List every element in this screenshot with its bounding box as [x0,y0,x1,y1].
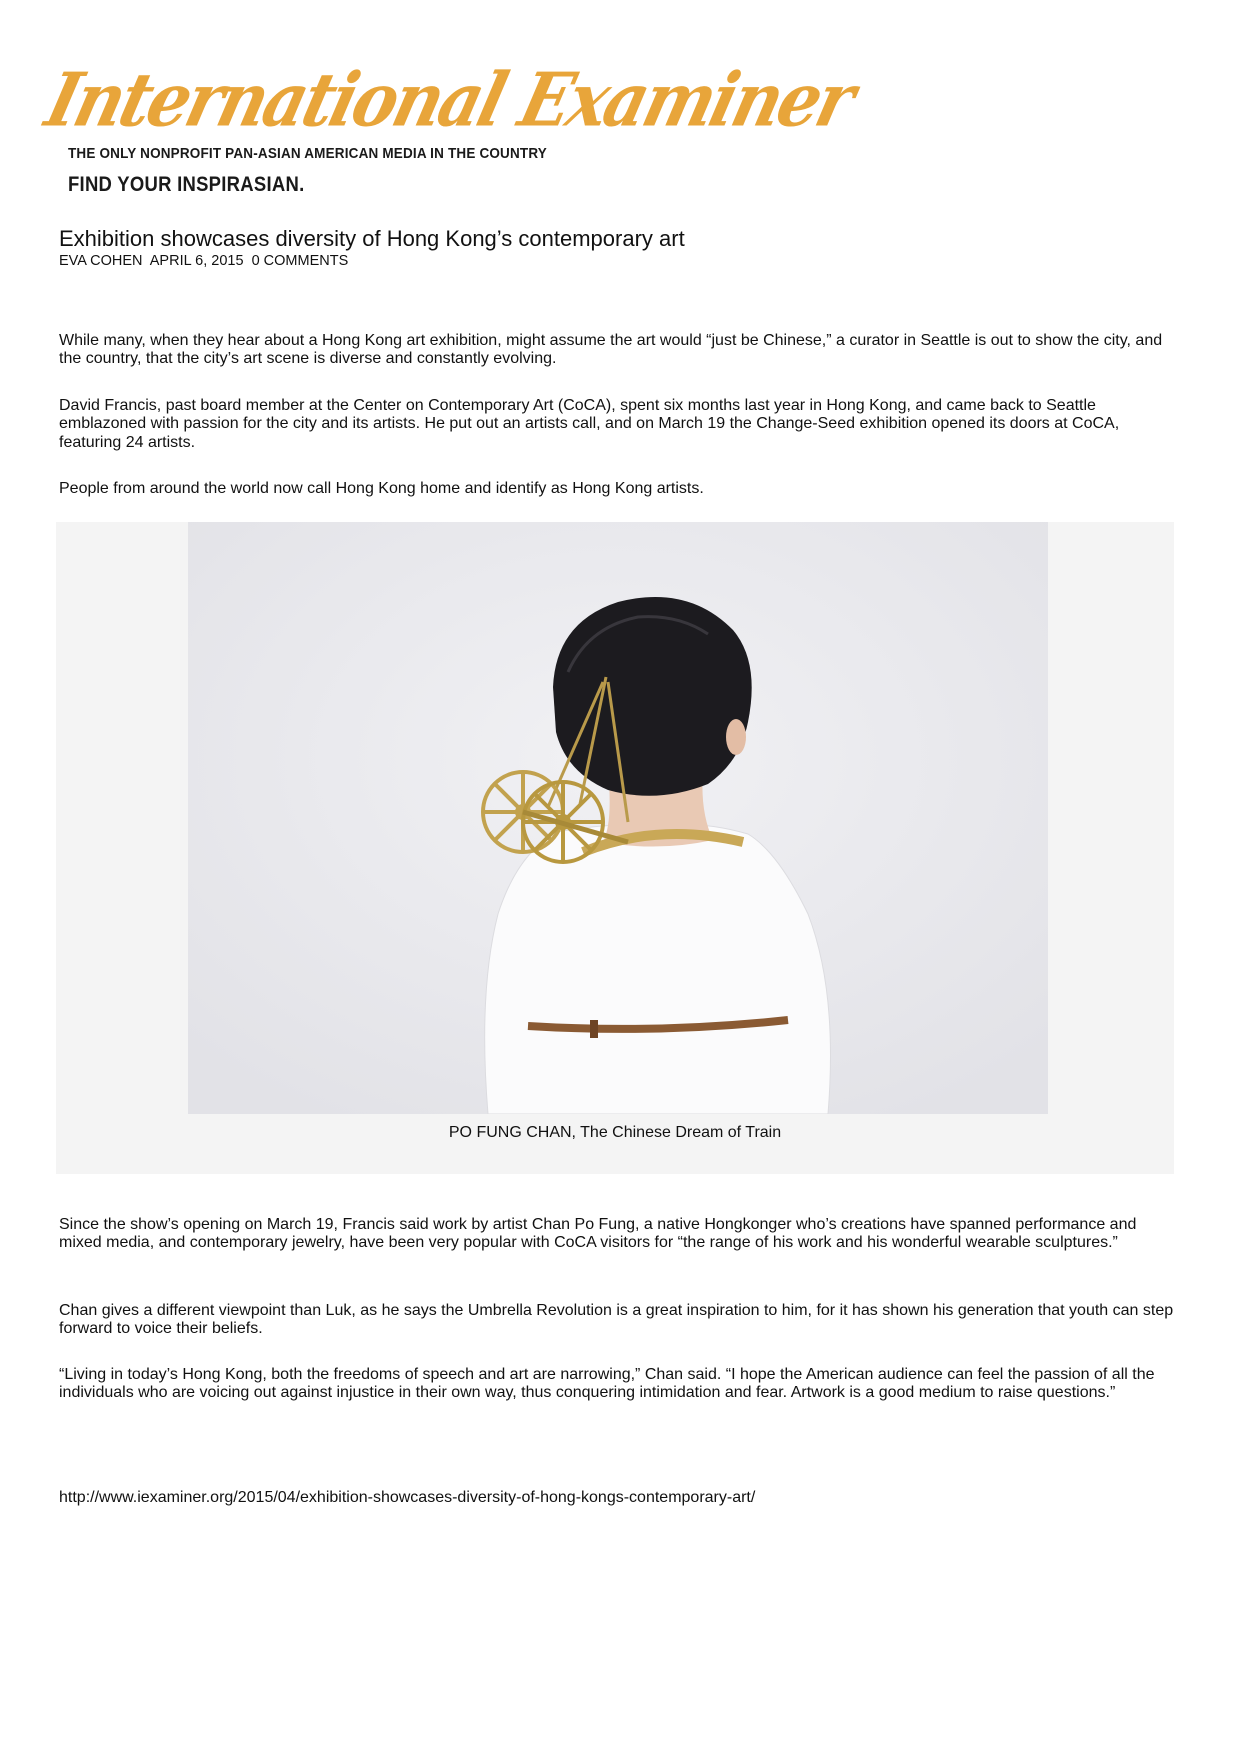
logo[interactable]: International Examiner [37,56,862,144]
masthead [37,55,862,210]
paragraph-curator: David Francis, past board member at the Center on Contemporary Art (CoCA), spent six months last year in Hong Kong, and came back to Seattle emblazoned with passion for the city and its artists. He put out an artists call, and on March 19 the Change-Seed exhibition opened its doors at CoCA, featuring 24 artists. [59,397,1120,451]
byline-author[interactable]: EVA COHEN [59,253,143,269]
masthead-slogan: FIND YOUR INSPIRASIAN. [68,173,305,196]
paragraph-quote: “Living in today’s Hong Kong, both the freedoms of speech and art are narrowing,” Chan said. “I hope the American audience can feel the passion of all the individuals who are voicing out against injustice in their own way, thus conquering intimidation and fear. Artwork is a good medium to raise questions.” [59,1366,1155,1402]
artwork-photo [188,522,1048,1114]
byline-date: APRIL 6, 2015 [149,253,244,269]
paragraph-chan-work: Since the show’s opening on March 19, Francis said work by artist Chan Po Fung, a native Hongkonger who’s creations have spanned performance and mixed media, and contemporary jewelry, have been very popular with CoCA visitors for “the range of his work and his wonderful wearable sculptures.” [59,1216,1137,1252]
byline-comments[interactable]: 0 COMMENTS [251,253,349,269]
paragraph-artists: People from around the world now call Hong Kong home and identify as Hong Kong artists. [59,480,704,497]
figure-caption: PO FUNG CHAN, The Chinese Dream of Train [448,1124,782,1141]
paragraph-intro: While many, when they hear about a Hong Kong art exhibition, might assume the art would “just be Chinese,” a curator in Seattle is out to show the city, and the country, that the city’s art scene is diverse and constantly evolving. [59,332,1163,368]
article-title[interactable]: Exhibition showcases diversity of Hong Kong’s contemporary art [59,226,685,251]
paragraph-viewpoint: Chan gives a different viewpoint than Luk, as he says the Umbrella Revolution is a great inspiration to him, for it has shown his generation that youth can step forward to voice their beliefs. [59,1302,1174,1338]
masthead-tagline: THE ONLY NONPROFIT PAN-ASIAN AMERICAN MEDIA IN THE COUNTRY [68,145,547,162]
article-figure [56,522,1174,1174]
source-url[interactable]: http://www.iexaminer.org/2015/04/exhibition-showcases-diversity-of-hong-kongs-contemporary-art/ [59,1489,756,1506]
article-byline [59,253,352,269]
